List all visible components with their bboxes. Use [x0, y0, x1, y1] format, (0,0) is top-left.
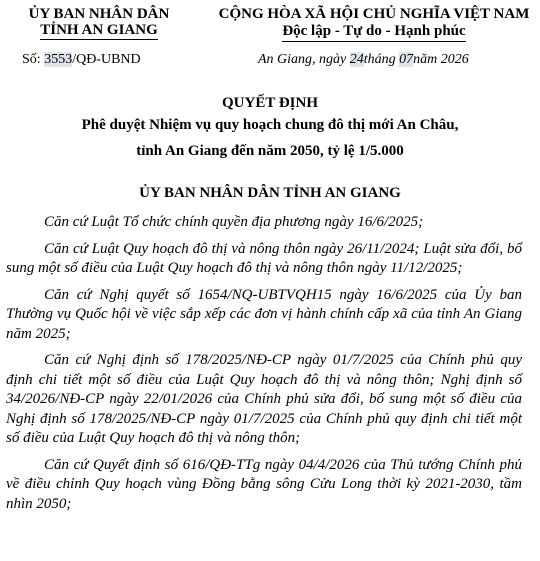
title-heading: QUYẾT ĐỊNH: [222, 95, 318, 111]
country-name: CỘNG HÒA XÃ HỘI CHỦ NGHĨA VIỆT NAM: [218, 6, 530, 22]
date-month: 07: [399, 52, 414, 67]
document-number: [22, 52, 141, 68]
date-place: An Giang, ngày: [258, 52, 350, 67]
document-title: [0, 92, 540, 162]
legal-basis-paragraph: Căn cứ Nghị quyết số 1654/NQ-UBTVQH15 ngày 16/6/2025 của Ủy ban Thường vụ Quốc hội về việc sắp xếp các đơn vị hành chính cấp xã của tỉnh An Giang năm 2025;: [6, 286, 522, 342]
motto: Độc lập - Tự do - Hạnh phúc: [282, 23, 465, 42]
legal-basis-paragraph: Căn cứ Luật Quy hoạch đô thị và nông thôn ngày 26/11/2024; Luật sửa đổi, bổ sung một số điều của Luật Quy hoạch đô thị và nông thôn ngày 11/12/2025;: [6, 240, 522, 276]
document-number-prefix: Số:: [22, 52, 45, 67]
date-day: 24: [349, 52, 364, 67]
national-motto: [212, 6, 536, 42]
title-line-1: Phê duyệt Nhiệm vụ quy hoạch chung đô thị mới An Châu,: [81, 117, 459, 133]
date-year: năm 2026: [413, 52, 469, 67]
title-line-2: tỉnh An Giang đến năm 2050, tỷ lệ 1/5.000: [136, 143, 404, 159]
agency-line-2: TỈNH AN GIANG: [40, 22, 158, 38]
legal-basis-paragraph: Căn cứ Quyết định số 616/QĐ-TTg ngày 04/4/2026 của Thủ tướng Chính phủ về điều chỉnh Quy hoạch vùng Đồng bằng sông Cửu Long thời kỳ 2021-2030, tầm nhìn 2050;: [6, 456, 522, 512]
issuer-heading: ỦY BAN NHÂN DÂN TỈNH AN GIANG: [139, 185, 401, 201]
document-number-suffix: /QĐ-UBND: [72, 52, 141, 67]
document-date: [258, 52, 469, 68]
issuing-agency: [6, 6, 192, 40]
date-month-label: tháng: [363, 52, 400, 67]
document-number-value: 3553: [44, 52, 73, 67]
agency-line-1: ỦY BAN NHÂN DÂN: [28, 6, 170, 22]
legal-basis-paragraph: Căn cứ Nghị định số 178/2025/NĐ-CP ngày 01/7/2025 của Chính phủ quy định chi tiết một số điều của Luật Quy hoạch đô thị và nông thôn; Nghị định số 34/2026/NĐ-CP ngày 22/01/2026 của Chính phủ sửa đổi, bổ sung một số điều của Nghị định số 178/2025/NĐ-CP ngày 01/7/2025 của Chính phủ quy định chi tiết một số điều của Luật Quy hoạch đô thị và nông thôn;: [6, 352, 522, 446]
legal-basis-paragraph: Căn cứ Luật Tổ chức chính quyền địa phương ngày 16/6/2025;: [44, 214, 424, 230]
document-body: [6, 213, 522, 521]
